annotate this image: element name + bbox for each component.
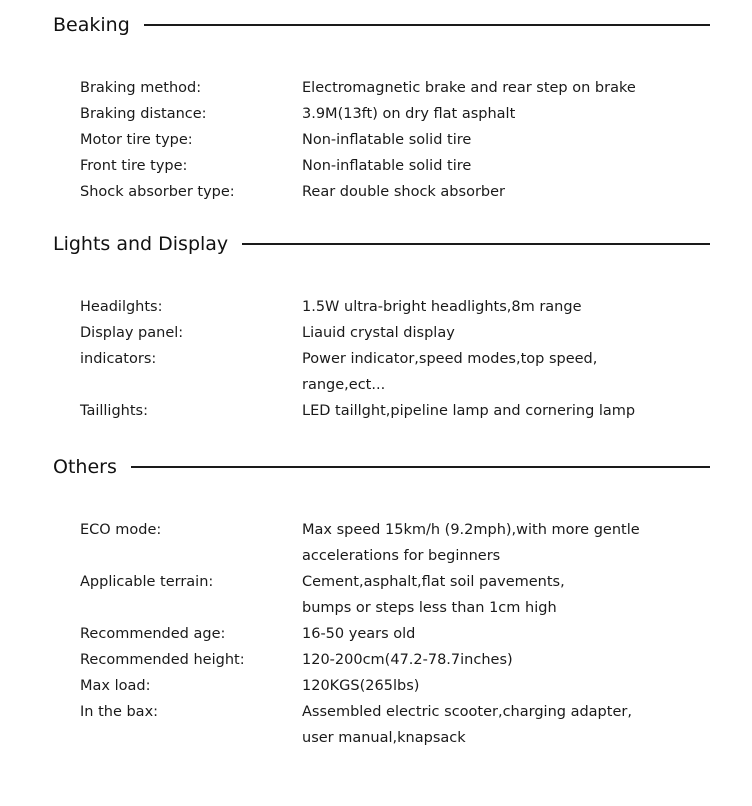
spec-label: In the bax: xyxy=(80,704,159,720)
spec-row xyxy=(0,75,752,101)
section-divider xyxy=(242,243,710,245)
spec-row xyxy=(0,101,752,127)
spec-label: Braking distance: xyxy=(80,106,207,122)
spec-row xyxy=(0,699,752,751)
spec-value xyxy=(302,101,652,127)
spec-value-line: range,ect... xyxy=(302,377,386,393)
spec-value xyxy=(302,569,652,621)
spec-row xyxy=(0,673,752,699)
spec-value-line: Rear double shock absorber xyxy=(302,184,505,200)
spec-value xyxy=(302,517,652,569)
spec-value xyxy=(302,127,652,153)
spec-value xyxy=(302,320,652,346)
spec-value-line: Cement,asphalt,flat soil pavements, xyxy=(302,574,565,590)
spec-row xyxy=(0,320,752,346)
spec-row xyxy=(0,179,752,205)
spec-value xyxy=(302,647,652,673)
section-header xyxy=(53,455,710,479)
spec-label: Recommended height: xyxy=(80,652,245,668)
spec-value-line: Liauid crystal display xyxy=(302,325,455,341)
section-divider xyxy=(131,466,710,468)
spec-value-line: user manual,knapsack xyxy=(302,730,466,746)
spec-label: Recommended age: xyxy=(80,626,226,642)
spec-value-line: Power indicator,speed modes,top speed, xyxy=(302,351,598,367)
spec-value-line: accelerations for beginners xyxy=(302,548,501,564)
spec-value xyxy=(302,398,652,424)
spec-value xyxy=(302,621,652,647)
spec-value-line: bumps or steps less than 1cm high xyxy=(302,600,557,616)
spec-list xyxy=(0,517,752,751)
spec-value xyxy=(302,346,652,398)
section-title: Beaking xyxy=(53,14,130,36)
spec-label: Braking method: xyxy=(80,80,202,96)
spec-value-line: 120-200cm(47.2-78.7inches) xyxy=(302,652,513,668)
spec-label: ECO mode: xyxy=(80,522,162,538)
spec-value-line: Electromagnetic brake and rear step on brake xyxy=(302,80,636,96)
spec-label: indicators: xyxy=(80,351,157,367)
spec-list xyxy=(0,75,752,205)
spec-value xyxy=(302,294,652,320)
spec-value-line: Non-inflatable solid tire xyxy=(302,132,472,148)
spec-label: Taillights: xyxy=(80,403,148,419)
section-title: Lights and Display xyxy=(53,233,229,255)
spec-value xyxy=(302,75,652,101)
spec-row xyxy=(0,647,752,673)
spec-value-line: Non-inflatable solid tire xyxy=(302,158,472,174)
section-header xyxy=(53,232,710,256)
spec-label: Headilghts: xyxy=(80,299,163,315)
spec-row xyxy=(0,569,752,621)
spec-value xyxy=(302,179,652,205)
spec-label: Front tire type: xyxy=(80,158,188,174)
spec-row xyxy=(0,398,752,424)
spec-row xyxy=(0,153,752,179)
spec-value-line: 16-50 years old xyxy=(302,626,416,642)
spec-value xyxy=(302,153,652,179)
spec-label: Applicable terrain: xyxy=(80,574,214,590)
spec-label: Shock absorber type: xyxy=(80,184,235,200)
spec-row xyxy=(0,621,752,647)
spec-label: Display panel: xyxy=(80,325,184,341)
spec-list xyxy=(0,294,752,424)
section-divider xyxy=(144,24,710,26)
spec-row xyxy=(0,127,752,153)
spec-value-line: 1.5W ultra-bright headlights,8m range xyxy=(302,299,582,315)
section-header xyxy=(53,13,710,37)
spec-value xyxy=(302,699,652,751)
section-title: Others xyxy=(53,456,117,478)
spec-label: Max load: xyxy=(80,678,151,694)
spec-value-line: 3.9M(13ft) on dry flat asphalt xyxy=(302,106,516,122)
spec-row xyxy=(0,517,752,569)
spec-value xyxy=(302,673,652,699)
spec-row xyxy=(0,294,752,320)
spec-value-line: Max speed 15km/h (9.2mph),with more gentle xyxy=(302,522,640,538)
spec-row xyxy=(0,346,752,398)
spec-value-line: Assembled electric scooter,charging adapter, xyxy=(302,704,632,720)
spec-label: Motor tire type: xyxy=(80,132,193,148)
spec-value-line: LED taillght,pipeline lamp and cornering lamp xyxy=(302,403,636,419)
spec-value-line: 120KGS(265lbs) xyxy=(302,678,420,694)
